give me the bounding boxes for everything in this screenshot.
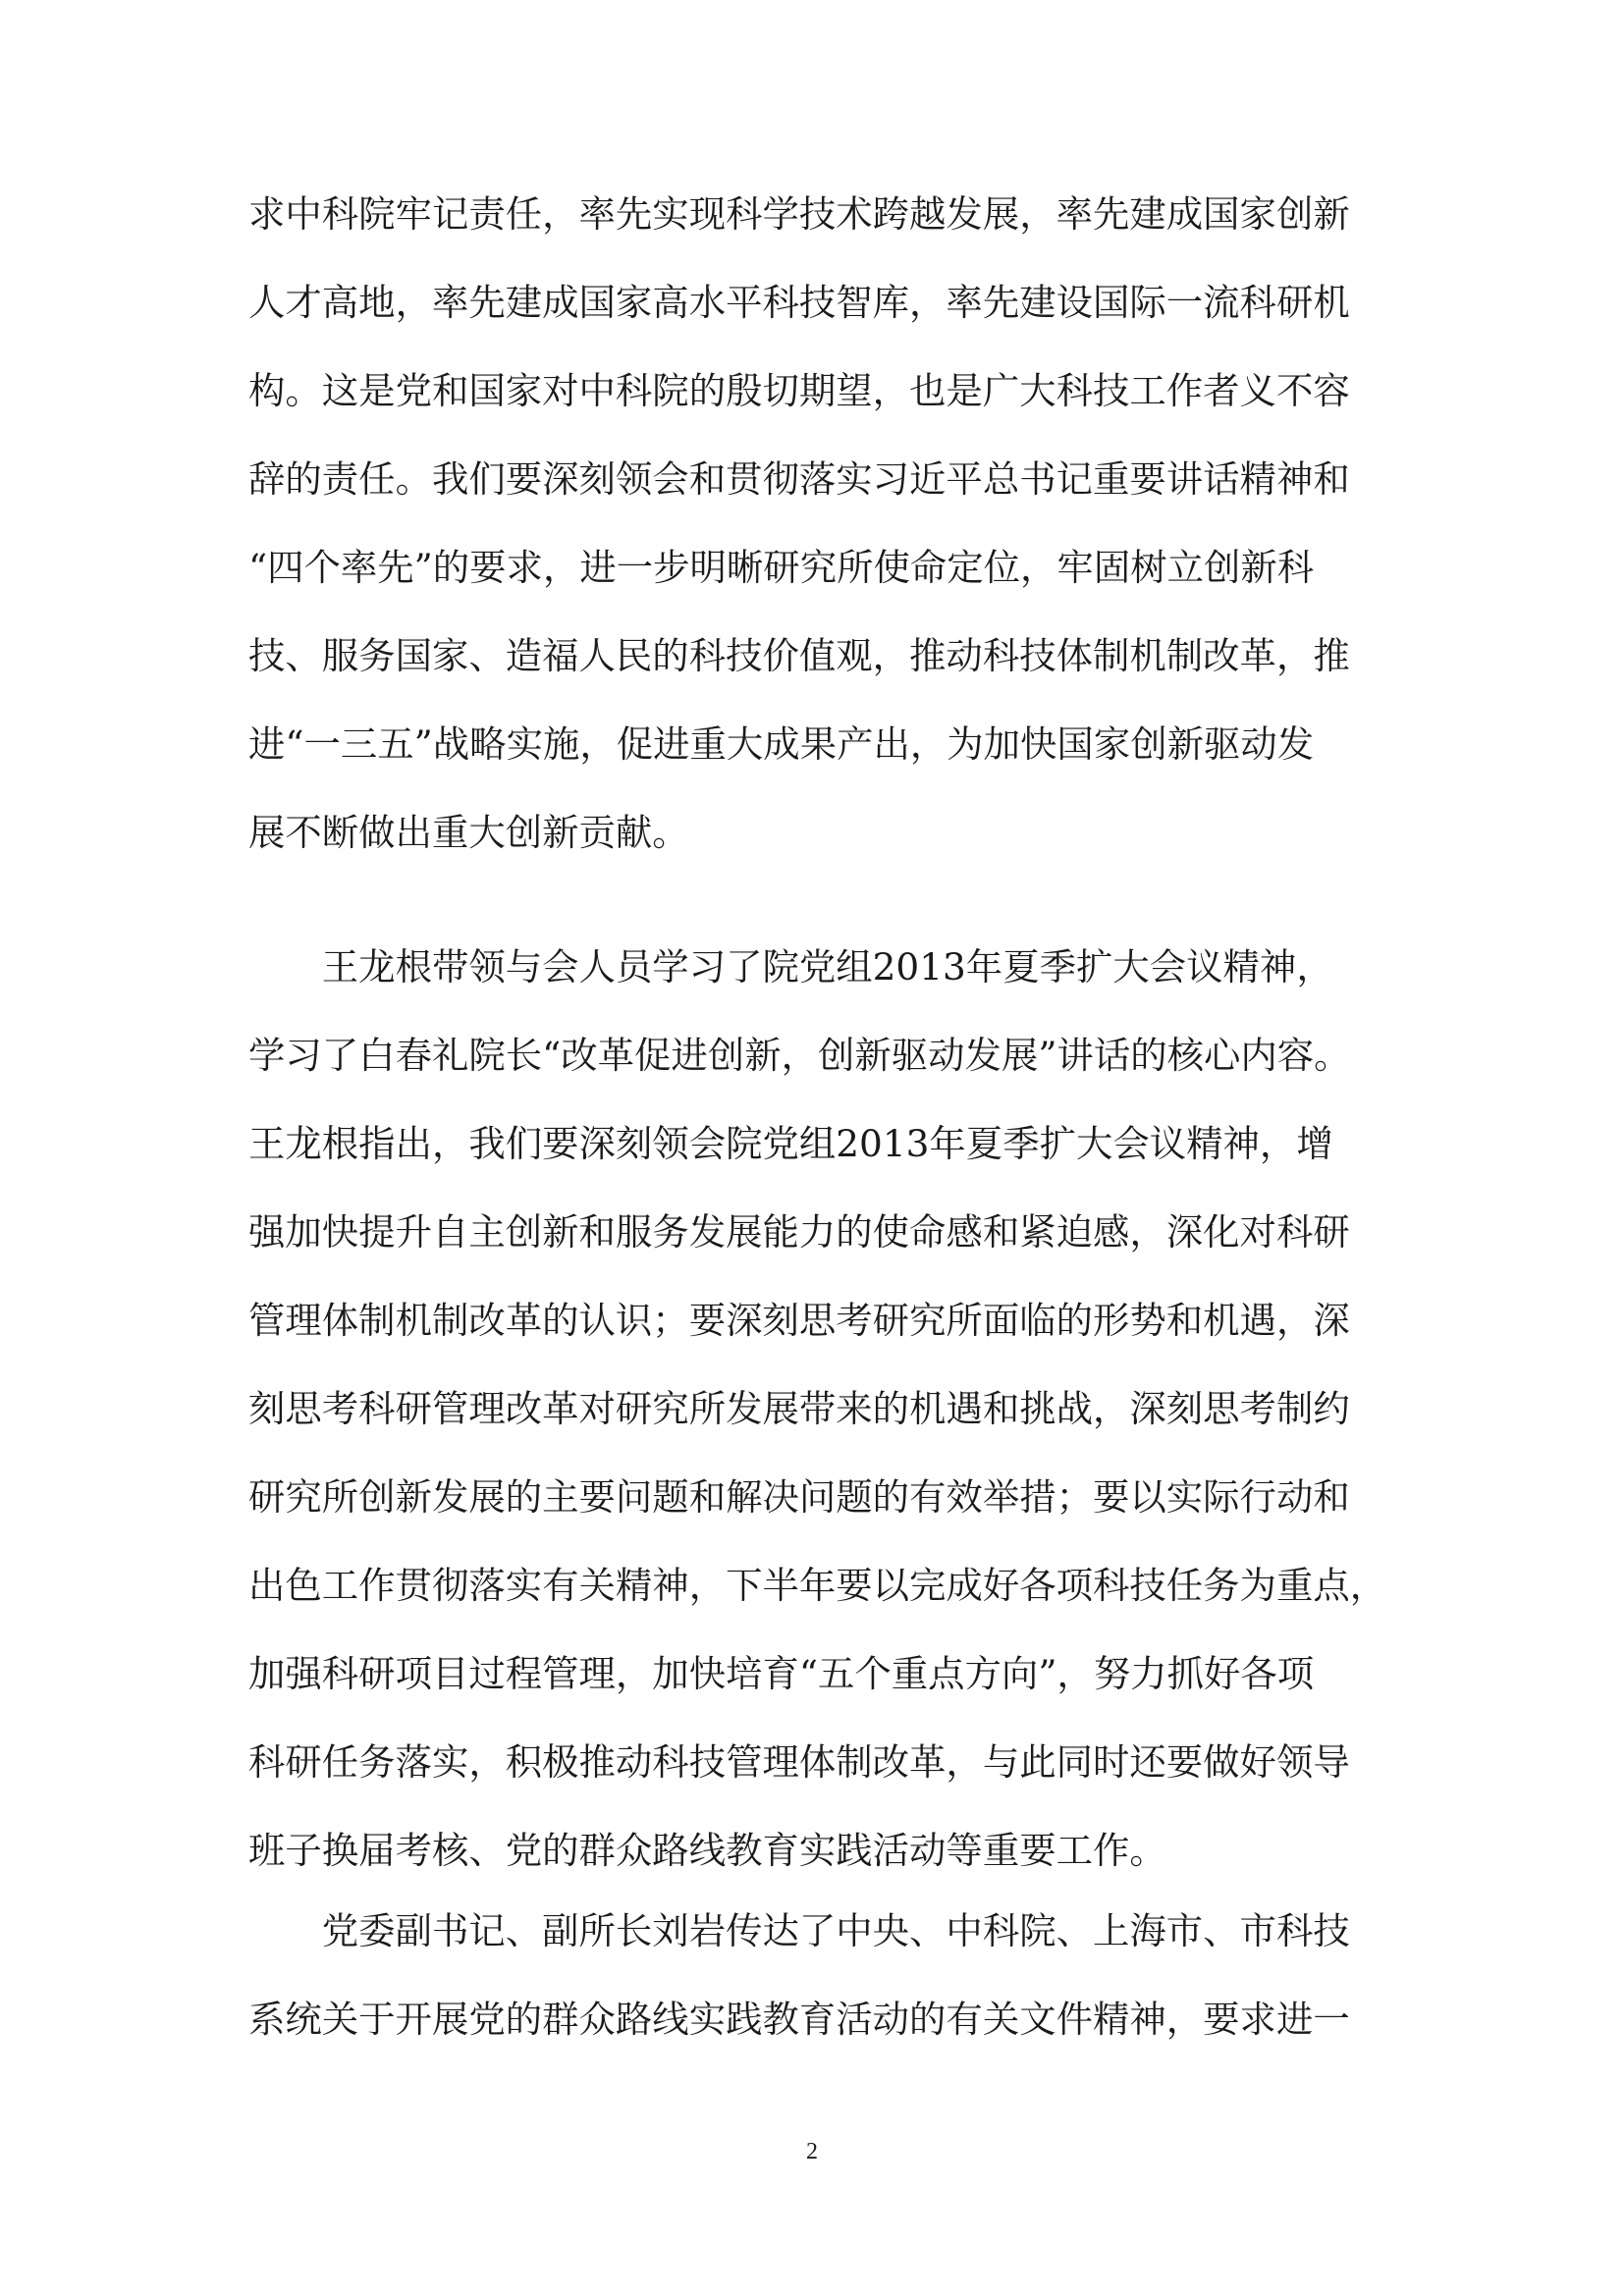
paragraph-line: 人才高地，率先建成国家高水平科技智库，率先建设国际一流科研机 <box>248 281 1350 324</box>
paragraph-line: 加强科研项目过程管理，加快培育“五个重点方向”，努力抓好各项 <box>248 1652 1315 1695</box>
paragraph-line: 学习了白春礼院长“改革促进创新，创新驱动发展”讲话的核心内容。 <box>248 1034 1351 1077</box>
paragraph-line: 技、服务国家、造福人民的科技价值观，推动科技体制机制改革，推 <box>248 634 1350 677</box>
paragraph-line: “四个率先”的要求，进一步明晰研究所使命定位，牢固树立创新科 <box>248 546 1315 589</box>
paragraph-line: 构。这是党和国家对中科院的殷切期望，也是广大科技工作者义不容 <box>248 369 1350 412</box>
paragraph-line: 班子换届考核、党的群众路线教育实践活动等重要工作。 <box>248 1829 1166 1872</box>
page-number: 2 <box>806 2139 818 2164</box>
paragraph-line: 科研任务落实，积极推动科技管理体制改革，与此同时还要做好领导 <box>248 1740 1350 1784</box>
paragraph-line: 展不断做出重大创新贡献。 <box>248 811 689 854</box>
paragraph-line: 辞的责任。我们要深刻领会和贯彻落实习近平总书记重要讲话精神和 <box>248 457 1350 501</box>
paragraph-line: 强加快提升自主创新和服务发展能力的使命感和紧迫感，深化对科研 <box>248 1210 1350 1254</box>
paragraph-line: 出色工作贯彻落实有关精神，下半年要以完成好各项科技任务为重点， <box>248 1564 1387 1607</box>
paragraph-2 <box>248 923 1387 1895</box>
paragraph-1 <box>248 170 1387 877</box>
paragraph-line: 刻思考科研管理改革对研究所发展带来的机遇和挑战，深刻思考制约 <box>248 1387 1350 1430</box>
paragraph-line: 求中科院牢记责任，率先实现科学技术跨越发展，率先建成国家创新 <box>248 192 1350 236</box>
paragraph-line: 管理体制机制改革的认识；要深刻思考研究所面临的形势和机遇，深 <box>248 1299 1350 1342</box>
paragraph-line: 王龙根指出，我们要深刻领会院党组2013年夏季扩大会议精神，增 <box>248 1122 1333 1165</box>
paragraph-line: 研究所创新发展的主要问题和解决问题的有效举措；要以实际行动和 <box>248 1475 1350 1519</box>
paragraph-3 <box>248 1887 1387 2063</box>
paragraph-line: 王龙根带领与会人员学习了院党组2013年夏季扩大会议精神， <box>248 945 1333 988</box>
paragraph-line: 进“一三五”战略实施，促进重大成果产出，为加快国家创新驱动发 <box>248 722 1315 766</box>
paragraph-line: 党委副书记、副所长刘岩传达了中央、中科院、上海市、市科技 <box>248 1909 1350 1952</box>
paragraph-line: 系统关于开展党的群众路线实践教育活动的有关文件精神，要求进一 <box>248 1998 1350 2041</box>
